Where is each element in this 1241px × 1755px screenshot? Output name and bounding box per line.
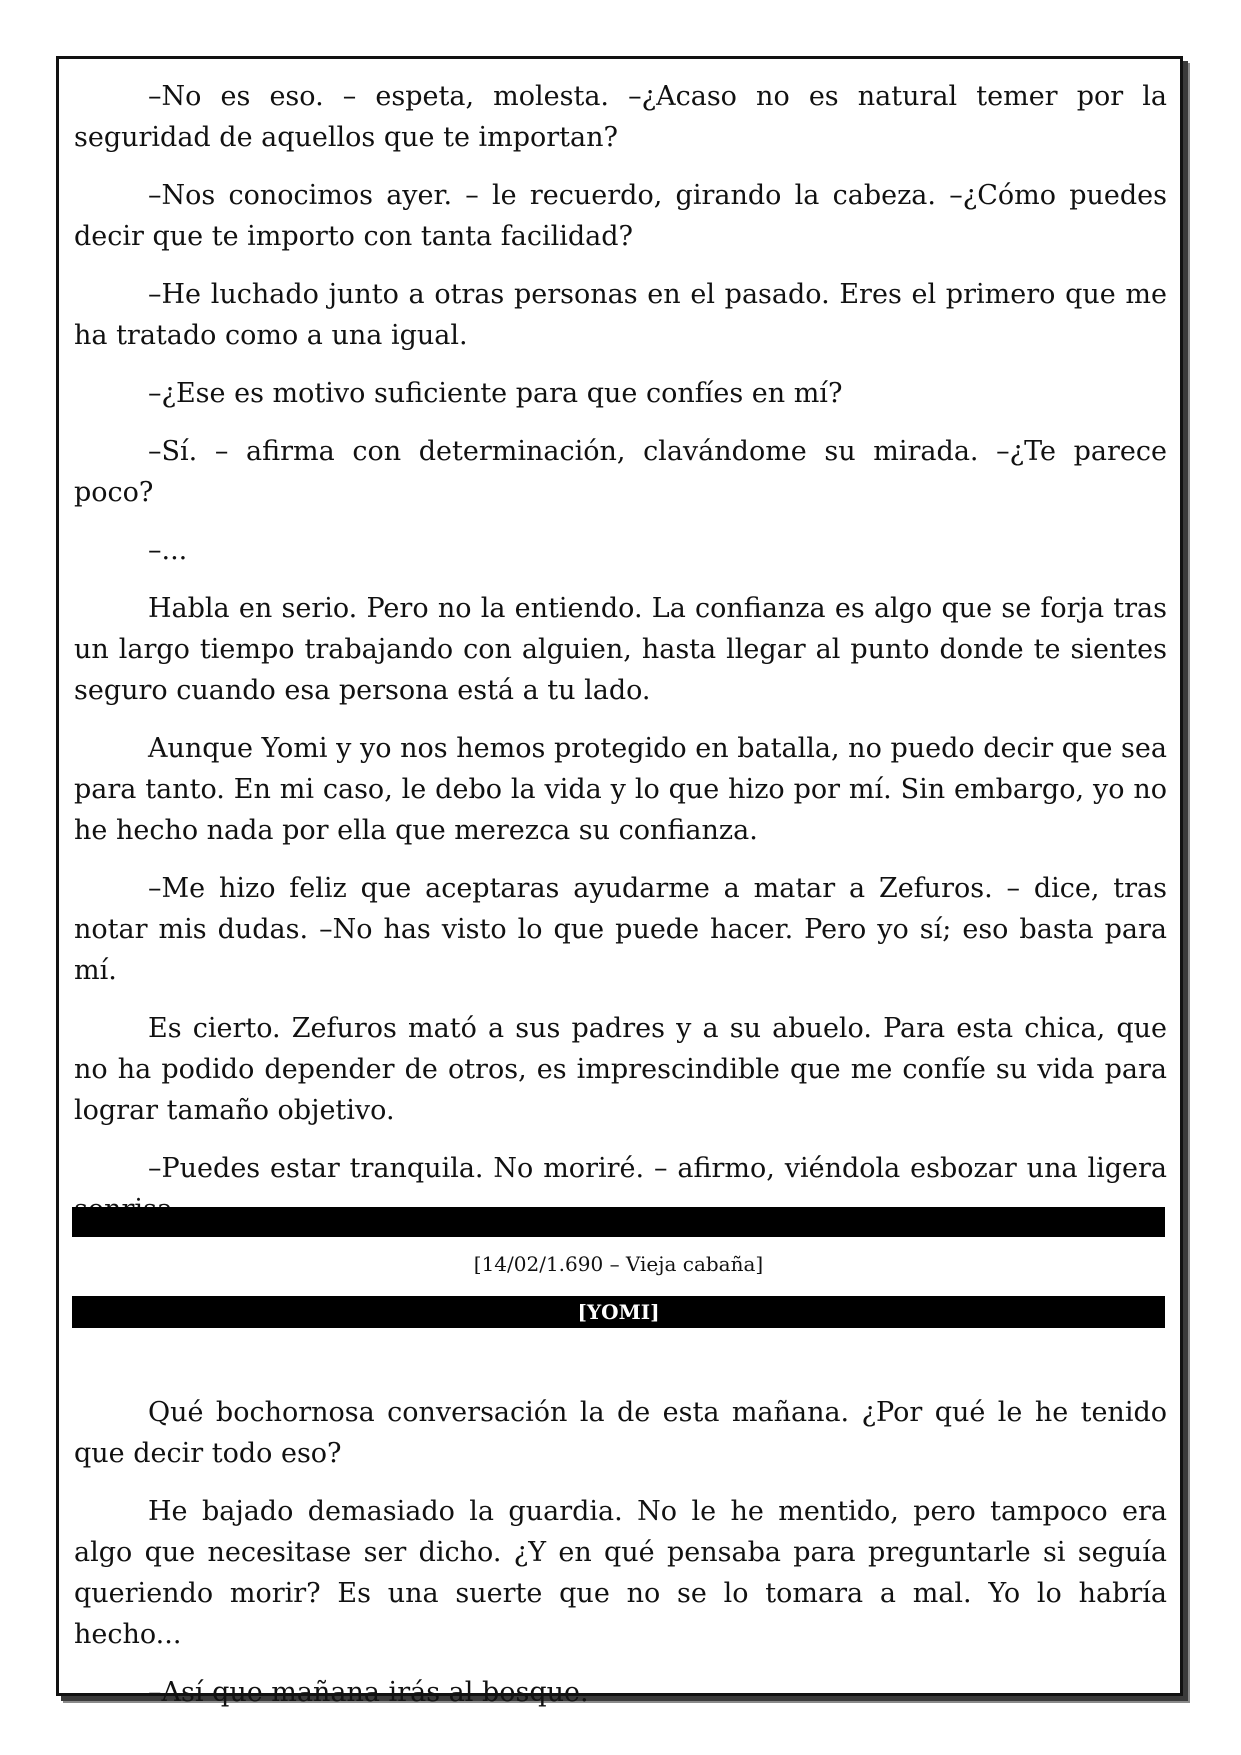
paragraph: –... (148, 535, 188, 566)
paragraph: –Así que mañana irás al bosque. (148, 1677, 589, 1708)
paragraph: –Nos conocimos ayer. – le recuerdo, girando la cabeza. –¿Cómo puedes decir que te importo con tanta facilidad? (74, 180, 1167, 252)
paragraph: Habla en serio. Pero no la entiendo. La confianza es algo que se forja tras un largo tiempo trabajando con alguien, hasta llegar al punto donde te sientes seguro cuando esa persona está a tu lado. (74, 593, 1167, 706)
paragraph: Aunque Yomi y yo nos hemos protegido en batalla, no puedo decir que sea para tanto. En mi caso, le debo la vida y lo que hizo por mí. Sin embargo, yo no he hecho nada por ella que merezca su confianza. (74, 733, 1167, 846)
paragraph: Qué bochornosa conversación la de esta mañana. ¿Por qué le he tenido que decir todo eso? (74, 1397, 1167, 1469)
paragraph: –He luchado junto a otras personas en el pasado. Eres el primero que me ha tratado como a una igual. (74, 279, 1167, 351)
paragraph: –Sí. – afirma con determinación, clavándome su mirada. –¿Te parece poco? (74, 436, 1167, 508)
paragraph: He bajado demasiado la guardia. No le he mentido, pero tampoco era algo que necesitase ser dicho. ¿Y en qué pensaba para preguntarle si seguía queriendo morir? Es una suerte que no se lo tomara a mal. Yo lo habría hecho... (74, 1496, 1167, 1650)
scene-dateline: [14/02/1.690 – Vieja cabaña] (473, 1252, 764, 1276)
paragraph: –Puedes estar tranquila. No moriré. – afirmo, viéndola esbozar una ligera (148, 1153, 1167, 1184)
paragraph: Es cierto. Zefuros mató a sus padres y a su abuelo. Para esta chica, que no ha podido depender de otros, es imprescindible que me confíe su vida para lograr tamaño objetivo. (74, 1013, 1167, 1126)
pov-label-bar: [YOMI] (72, 1296, 1165, 1328)
section-two-text (74, 1392, 1167, 1730)
paragraph: –Me hizo feliz que aceptaras ayudarme a matar a Zefuros. – dice, tras notar mis dudas. –No has visto lo que puede hacer. Pero yo sí; eso basta para mí. (74, 873, 1167, 986)
paragraph: –No es eso. – espeta, molesta. –¿Acaso no es natural temer por la seguridad de aquellos que te importan? (74, 81, 1167, 153)
paragraph: –¿Ese es motivo suficiente para que confíes en mí? (148, 378, 843, 409)
scene-divider-bar (72, 1207, 1165, 1237)
section-one-text (74, 76, 1167, 1247)
